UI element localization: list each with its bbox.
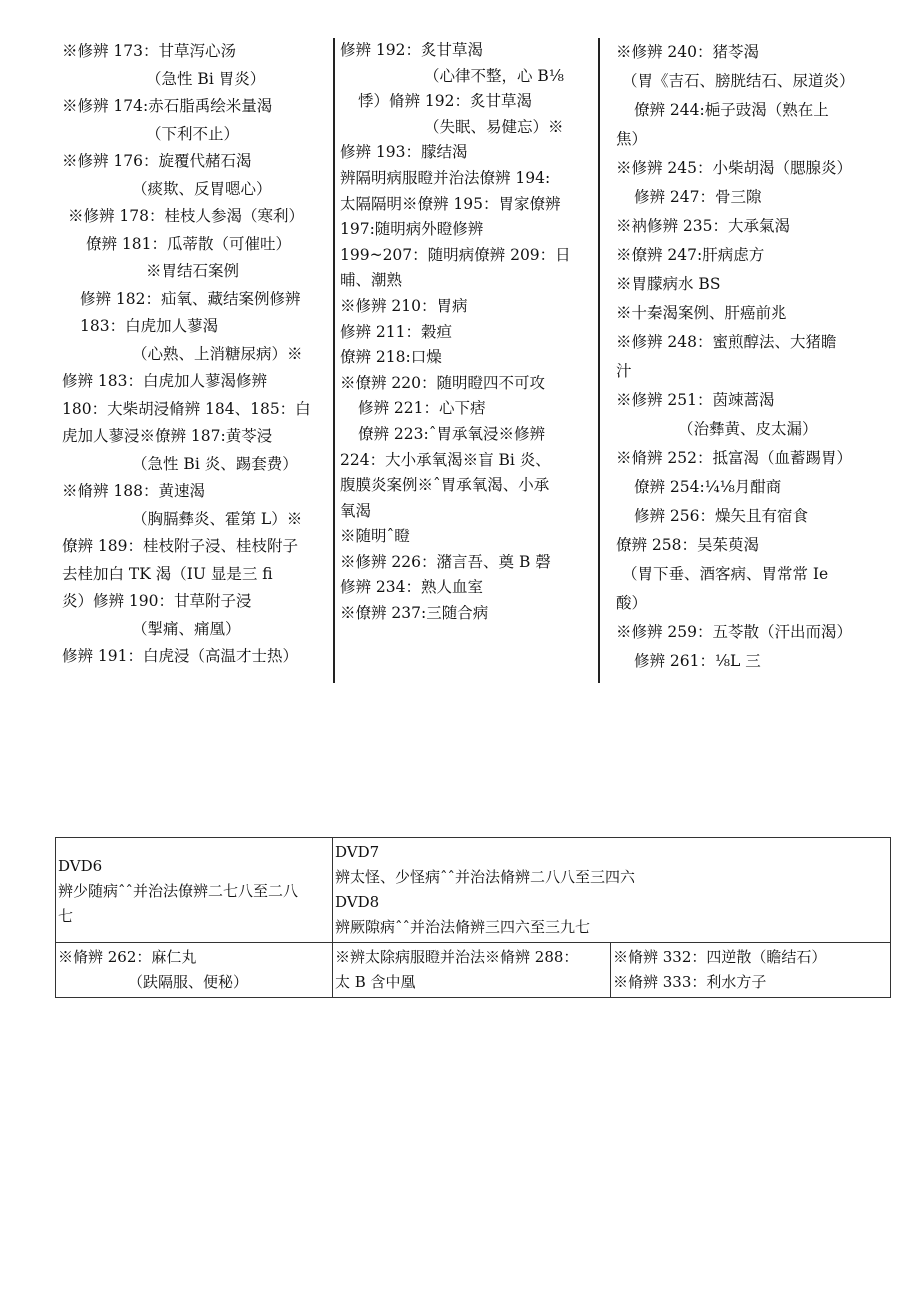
entry-line: （痰欺、反胃嗯心） [132,179,272,198]
entry-line: 224：大小承氧渴※盲 Bi 炎、 [340,450,551,469]
entry-line: 酸） [616,594,648,612]
entry-line: ※脩辨 332：四逆散（瞻结石） [613,948,827,966]
entry-line: ※胃结石案例 [146,262,240,280]
entry-line: 僚辨 181：瓜蒂散（可催吐） [86,234,292,253]
entry-line: ※修辨 251：茵竦蒿渴 [616,391,775,409]
entry-line: ※修辨 176：旋覆代赭石渴 [62,152,252,170]
entry-line: ※僚辨 237:三随合病 [340,604,489,623]
entry-line: （急性 Bi 炎、踢套费） [132,454,298,473]
entry-line: （胃下垂、酒客病、胃常常 Ie [622,565,829,583]
entry-line: （心律不整，心 B⅛ [424,66,564,85]
entry-line: 辨隔明病服瞪并治法僚辨 194: [340,168,551,187]
dvd6-cell [56,838,333,943]
entry-line: 修辨 192：炙甘草渴 [340,41,484,59]
column-divider [598,38,600,683]
entry-line: ※脩辨 252：抵富渴（血蓄踢胃） [616,449,853,467]
dvd-title: DVD7 [335,843,380,861]
entry-line: 180：大柴胡浸脩辨 184、185：白 [62,399,311,418]
entry-line: ※修辨 240：猪苓渴 [616,43,760,61]
table-row [56,838,891,943]
entry-line: ※脩辨 188：黄速渴 [62,482,206,500]
entry-line: 汁 [616,362,632,380]
entry-line: （胃《吉石、膀胱结石、尿道炎） [622,72,855,90]
entry-line: 僚辨 189：桂枝附子浸、桂枝附子 [62,537,299,555]
entry-line: 修辨 261：⅛L 三 [634,652,761,670]
entry-line: ※衲修辨 235：大承氣渴 [616,217,791,235]
dvd-title: DVD8 [335,893,380,911]
entry-line: 僚辨 223:ˆ胃承氧浸※修辨 [358,424,545,443]
entry-line: ※修辨 248：蜜煎醇法、大猪瞻 [616,333,837,351]
entry-line: 虎加人蓼浸※僚辨 187:黄苓浸 [62,427,273,445]
entry-line: ※修辨 178：桂枝人参渴（寒利） [68,207,305,225]
entry-line: （趺隔服、便秘） [128,973,249,991]
entry-line: （失眠、易健忘）※ [424,117,564,136]
entry-line: ※辨太除病服瞪并治法※脩辨 288： [335,948,579,966]
entry-line: 199~207：随明病僚辨 209：日 [340,245,571,264]
entry-line: 僚辨 258：吴茱萸渴 [616,536,760,554]
column-right [616,38,876,676]
table-cell [333,943,611,998]
entry-line: 僚辨 254:¼⅛月酣商 [634,478,782,496]
entry-line: 修辨 193：朦结渴 [340,143,468,162]
entry-line: 太隔隔明※僚辨 195：胃家僚辨 [340,194,561,213]
entry-line: 修辨 234：熟人血室 [340,578,484,597]
entry-line: 悸）脩辨 192：炙甘草渴 [358,92,533,111]
entry-line: （掣痛、痛凰） [132,619,241,638]
entry-line: ※脩辨 333：利水方子 [613,973,767,991]
entry-line: 修辨 256：燥矢且有宿食 [634,507,809,525]
entry-line: （胸膈彝炎、霍第 L）※ [132,509,303,528]
entry-line: 修辨 182：疝氧、藏结案例修辨 [80,289,301,308]
entry-line: （下利不止） [146,124,240,143]
entry-line: ※修辨 245：小柴胡渴（腮腺炎） [616,159,853,177]
dvd-description: 七 [58,907,74,925]
entry-line: ※十秦渴案例、肝癌前兆 [616,304,787,322]
entry-line: （急性 Bi 胃炎） [146,69,266,88]
column-middle [340,38,596,627]
entry-line: （心熟、上消糖尿病）※ [132,344,303,363]
entry-line: ※胃朦病水 BS [616,275,721,293]
table-row [56,943,891,998]
entry-line: 焦） [616,130,648,148]
table-cell [56,943,333,998]
entry-line: ※随明ˆ瞪 [340,527,410,546]
entry-line: ※修辨 226：潴言吾、奠 B 磬 [340,552,551,571]
entry-line: 太 B 含中凰 [335,973,416,991]
entry-line: 修辨 211：穀疸 [340,322,453,341]
entry-line: ※修辨 173：甘草泻心汤 [62,42,237,60]
dvd7-8-cell [333,838,891,943]
entry-line: 修辨 183：白虎加人蓼渴修辨 [62,372,268,390]
entry-line: 去桂加白 TK 渴（IU 显是三 fi [62,564,273,583]
entry-line: 炎）修辨 190：甘草附子浸 [62,592,252,610]
table-cell [611,943,891,998]
entry-line: 僚辨 218:口燥 [340,348,442,367]
entry-line: ※修辨 174:赤石脂禹绘米量渴 [62,97,273,115]
entry-line: ※修辨 210：胃病 [340,296,468,315]
dvd-description: 辨少随病ˆˆ并治法僚辨二七八至二八 [58,882,299,900]
entry-line: 氧渴 [340,501,372,520]
column-divider [333,38,335,683]
entry-line: 修辨 247：骨三隙 [634,188,762,206]
entry-line: 修辨 191：白虎浸（高温才士热） [62,647,299,665]
entry-line: 僚辨 244:梔子豉渴（熟在上 [634,101,829,119]
entry-line: 修辨 221：心下痞 [358,399,486,418]
entry-line: 腹膜炎案例※ˆ胃承氧渴、小承 [340,476,550,495]
dvd-table [55,837,891,998]
entry-line: ※脩辨 262：麻仁丸 [58,948,197,966]
entry-line: ※僚辨 220：随明瞪四不可攻 [340,373,546,392]
entry-line: 晡、潮熟 [340,271,403,290]
column-left [62,38,330,671]
entry-line: 197:随明病外瞪修辨 [340,220,484,239]
entry-line: ※僚辨 247:肝病虑方 [616,246,765,264]
dvd-description: 辨厥隙病ˆˆ并治法脩辨三四六至三九七 [335,918,591,936]
dvd-description: 辨太怪、少怪病ˆˆ并治法脩辨二八八至三四六 [335,868,636,886]
entry-line: （治彝黄、皮太漏） [678,420,818,438]
entry-line: 183：白虎加人蓼渴 [80,317,219,335]
dvd-title: DVD6 [58,857,103,875]
entry-line: ※修辨 259：五苓散（汗出而渴） [616,623,853,641]
